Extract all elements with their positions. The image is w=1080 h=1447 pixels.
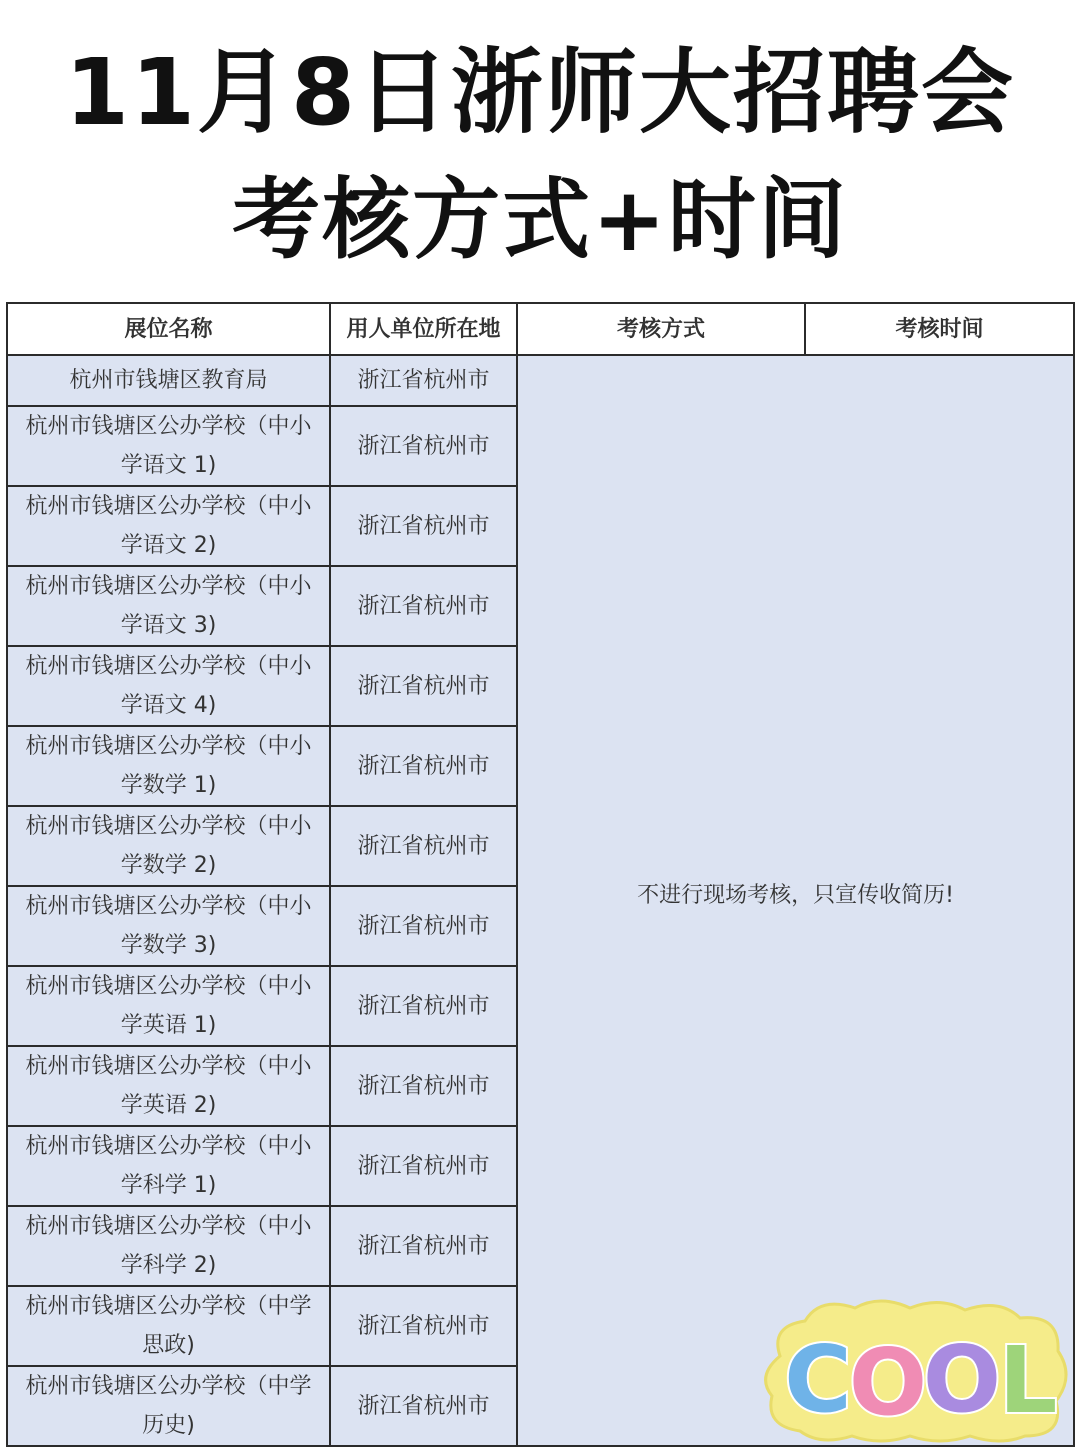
sticker-letter-l: L bbox=[998, 1327, 1058, 1434]
header-assessment-method: 考核方式 bbox=[517, 303, 805, 355]
table-header-row bbox=[7, 303, 1074, 355]
location-cell: 浙江省杭州市 bbox=[330, 806, 517, 886]
location-cell: 浙江省杭州市 bbox=[330, 1046, 517, 1126]
header-booth-name: 展位名称 bbox=[7, 303, 330, 355]
booth-name-cell: 杭州市钱塘区公办学校（中小学语文 2) bbox=[7, 486, 330, 566]
location-cell: 浙江省杭州市 bbox=[330, 1206, 517, 1286]
location-cell: 浙江省杭州市 bbox=[330, 966, 517, 1046]
booth-name-cell: 杭州市钱塘区公办学校（中小学英语 1) bbox=[7, 966, 330, 1046]
booth-name-cell: 杭州市钱塘区教育局 bbox=[7, 355, 330, 406]
location-cell: 浙江省杭州市 bbox=[330, 646, 517, 726]
assessment-note: 不进行现场考核，只宣传收简历! bbox=[637, 883, 954, 908]
location-cell: 浙江省杭州市 bbox=[330, 1286, 517, 1366]
location-cell: 浙江省杭州市 bbox=[330, 886, 517, 966]
location-cell: 浙江省杭州市 bbox=[330, 726, 517, 806]
booth-name-cell: 杭州市钱塘区公办学校（中小学语文 3) bbox=[7, 566, 330, 646]
booth-name-cell: 杭州市钱塘区公办学校（中小学数学 3) bbox=[7, 886, 330, 966]
cool-sticker-graphic bbox=[760, 1296, 1072, 1443]
location-cell: 浙江省杭州市 bbox=[330, 566, 517, 646]
booth-name-cell: 杭州市钱塘区公办学校（中小学数学 1) bbox=[7, 726, 330, 806]
booth-name-cell: 杭州市钱塘区公办学校（中小学语文 4) bbox=[7, 646, 330, 726]
page-title-line1: 11月8日浙师大招聘会 bbox=[64, 39, 1016, 146]
booth-name-cell: 杭州市钱塘区公办学校（中学历史) bbox=[7, 1366, 330, 1446]
page-title-line2: 考核方式+时间 bbox=[232, 168, 848, 271]
assessment-note-cell bbox=[517, 355, 1074, 1446]
location-cell: 浙江省杭州市 bbox=[330, 1126, 517, 1206]
sticker-letter-o1: O bbox=[848, 1329, 928, 1436]
cool-sticker bbox=[760, 1296, 1072, 1443]
sticker-letter-c: C bbox=[784, 1326, 852, 1433]
table-row bbox=[7, 355, 1074, 406]
booth-name-cell: 杭州市钱塘区公办学校（中小学英语 2) bbox=[7, 1046, 330, 1126]
header-assessment-time: 考核时间 bbox=[805, 303, 1074, 355]
location-cell: 浙江省杭州市 bbox=[330, 486, 517, 566]
location-cell: 浙江省杭州市 bbox=[330, 406, 517, 486]
booth-name-cell: 杭州市钱塘区公办学校（中学思政) bbox=[7, 1286, 330, 1366]
sticker-letter-o2: O bbox=[922, 1326, 1002, 1433]
booth-name-cell: 杭州市钱塘区公办学校（中小学科学 1) bbox=[7, 1126, 330, 1206]
schedule-table bbox=[6, 302, 1075, 1447]
location-cell: 浙江省杭州市 bbox=[330, 355, 517, 406]
booth-name-cell: 杭州市钱塘区公办学校（中小学语文 1) bbox=[7, 406, 330, 486]
header-location: 用人单位所在地 bbox=[330, 303, 517, 355]
booth-name-cell: 杭州市钱塘区公办学校（中小学科学 2) bbox=[7, 1206, 330, 1286]
booth-name-cell: 杭州市钱塘区公办学校（中小学数学 2) bbox=[7, 806, 330, 886]
location-cell: 浙江省杭州市 bbox=[330, 1366, 517, 1446]
